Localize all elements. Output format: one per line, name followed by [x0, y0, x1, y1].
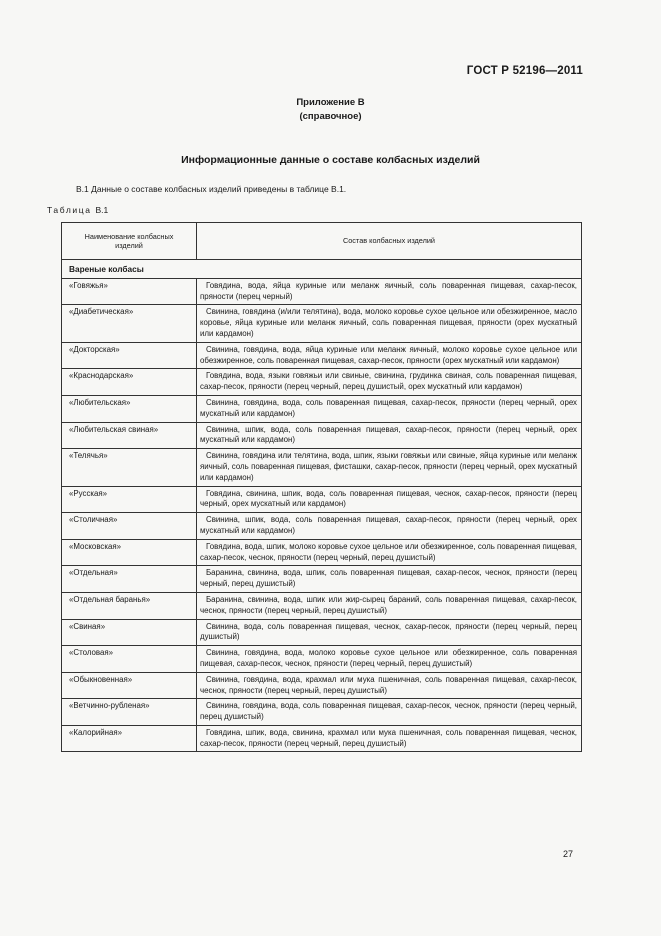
product-name-cell: «Любительская свиная»	[62, 422, 197, 449]
composition-cell: Говядина, вода, шпик, молоко коровье сухое цельное или обезжиренное, соль поваренная пищевая, сахар-песок, чеснок, пряности (перец черный, перец душистый)	[197, 539, 582, 566]
page-number: 27	[562, 849, 573, 859]
table-row	[62, 449, 582, 486]
section-label: Вареные колбасы	[62, 260, 582, 279]
table-row	[62, 725, 582, 752]
column-header-name: Наименование колбасных изделий	[62, 223, 197, 260]
product-name-cell: «Обыкновенная»	[62, 672, 197, 699]
table-caption-label: Таблица	[47, 205, 92, 215]
product-name-cell: «Телячья»	[62, 449, 197, 486]
appendix-title: Приложение В	[296, 97, 365, 108]
table-section-row	[62, 260, 582, 279]
table-body	[62, 260, 582, 752]
product-name-cell: «Столичная»	[62, 513, 197, 540]
table-row	[62, 342, 582, 369]
table-row	[62, 619, 582, 646]
table-row	[62, 539, 582, 566]
table-row	[62, 672, 582, 699]
composition-cell: Свинина, говядина, вода, соль поваренная пищевая, сахар-песок, чеснок, пряности (перец черный, перец душистый)	[197, 699, 582, 726]
table-row	[62, 566, 582, 593]
table-caption-number: В.1	[95, 205, 109, 215]
table-row	[62, 278, 582, 305]
composition-cell: Баранина, свинина, вода, шпик, соль поваренная пищевая, сахар-песок, чеснок, пряности (перец черный, перец душистый)	[197, 566, 582, 593]
table-row	[62, 592, 582, 619]
composition-cell: Свинина, говядина, вода, крахмал или мука пшеничная, соль поваренная пищевая, сахар-песок, чеснок, пряности (перец черный, перец душистый)	[197, 672, 582, 699]
product-name-cell: «Отдельная»	[62, 566, 197, 593]
product-name-cell: «Говяжья»	[62, 278, 197, 305]
composition-table	[61, 222, 582, 752]
table-row	[62, 486, 582, 513]
product-name-cell: «Ветчинно-рубленая»	[62, 699, 197, 726]
table-row	[62, 513, 582, 540]
appendix-subtitle: (справочное)	[299, 111, 362, 122]
composition-cell: Свинина, говядина, вода, молоко коровье сухое цельное или обезжиренное, соль поваренная пищевая, сахар-песок, чеснок, пряности (перец черный, перец душистый)	[197, 646, 582, 673]
composition-cell: Говядина, вода, языки говяжьи или свиные, свинина, грудинка свиная, соль поваренная пищевая, сахар-песок, пряности (перец черный, перец душистый, орех мускатный или кардамон)	[197, 369, 582, 396]
document-code: ГОСТ Р 52196—2011	[466, 65, 583, 77]
product-name-cell: «Отдельная баранья»	[62, 592, 197, 619]
table-row	[62, 305, 582, 342]
composition-cell: Свинина, шпик, вода, соль поваренная пищевая, сахар-песок, пряности (перец черный, орех мускатный или кардамон)	[197, 422, 582, 449]
table-row	[62, 646, 582, 673]
product-name-cell: «Столовая»	[62, 646, 197, 673]
product-name-cell: «Докторская»	[62, 342, 197, 369]
composition-cell: Свинина, шпик, вода, соль поваренная пищевая, сахар-песок, пряности (перец черный, орех мускатный или кардамон)	[197, 513, 582, 540]
table-header-row	[62, 223, 582, 260]
table-caption	[47, 205, 108, 215]
composition-cell: Говядина, вода, яйца куриные или меланж яичный, соль поваренная пищевая, сахар-песок, пряности (перец черный)	[197, 278, 582, 305]
composition-cell: Свинина, говядина, вода, соль поваренная пищевая, сахар-песок, пряности (перец черный, орех мускатный или кардамон)	[197, 395, 582, 422]
composition-cell: Свинина, говядина, вода, яйца куриные или меланж яичный, молоко коровье сухое цельное или обезжиренное, соль поваренная пищевая, сахар-песок, пряности (орех мускатный или кардамон)	[197, 342, 582, 369]
composition-cell: Говядина, свинина, шпик, вода, соль поваренная пищевая, чеснок, сахар-песок, пряности (перец черный, орех мускатный или кардамон)	[197, 486, 582, 513]
appendix-block	[0, 96, 661, 124]
composition-cell: Свинина, говядина или телятина, вода, шпик, языки говяжьи или свиные, яйца куриные или меланж яичный, соль поваренная пищевая, фисташки, сахар-песок, пряности (перец черный, орех мускатный или кардамон)	[197, 449, 582, 486]
product-name-cell: «Русская»	[62, 486, 197, 513]
product-name-cell: «Московская»	[62, 539, 197, 566]
composition-cell: Баранина, свинина, вода, шпик или жир-сырец бараний, соль поваренная пищевая, сахар-песок, чеснок, пряности (перец черный, перец душистый)	[197, 592, 582, 619]
table-row	[62, 369, 582, 396]
product-name-cell: «Калорийная»	[62, 725, 197, 752]
product-name-cell: «Краснодарская»	[62, 369, 197, 396]
table-row	[62, 395, 582, 422]
column-header-composition: Состав колбасных изделий	[197, 223, 582, 260]
table-row	[62, 422, 582, 449]
intro-paragraph: В.1 Данные о составе колбасных изделий приведены в таблице В.1.	[76, 184, 347, 194]
composition-cell: Свинина, говядина (и/или телятина), вода, молоко коровье сухое цельное или обезжиренное, масло коровье, яйца куриные или меланж яичный, соль поваренная пищевая, пряности (орех мускатный или кардамон)	[197, 305, 582, 342]
composition-cell: Свинина, вода, соль поваренная пищевая, чеснок, сахар-песок, пряности (перец черный, перец душистый)	[197, 619, 582, 646]
product-name-cell: «Диабетическая»	[62, 305, 197, 342]
product-name-cell: «Свиная»	[62, 619, 197, 646]
section-heading: Информационные данные о составе колбасных изделий	[181, 154, 480, 166]
product-name-cell: «Любительская»	[62, 395, 197, 422]
composition-cell: Говядина, шпик, вода, свинина, крахмал или мука пшеничная, соль поваренная пищевая, чеснок, сахар-песок, пряности (перец черный, перец душистый)	[197, 725, 582, 752]
table-row	[62, 699, 582, 726]
